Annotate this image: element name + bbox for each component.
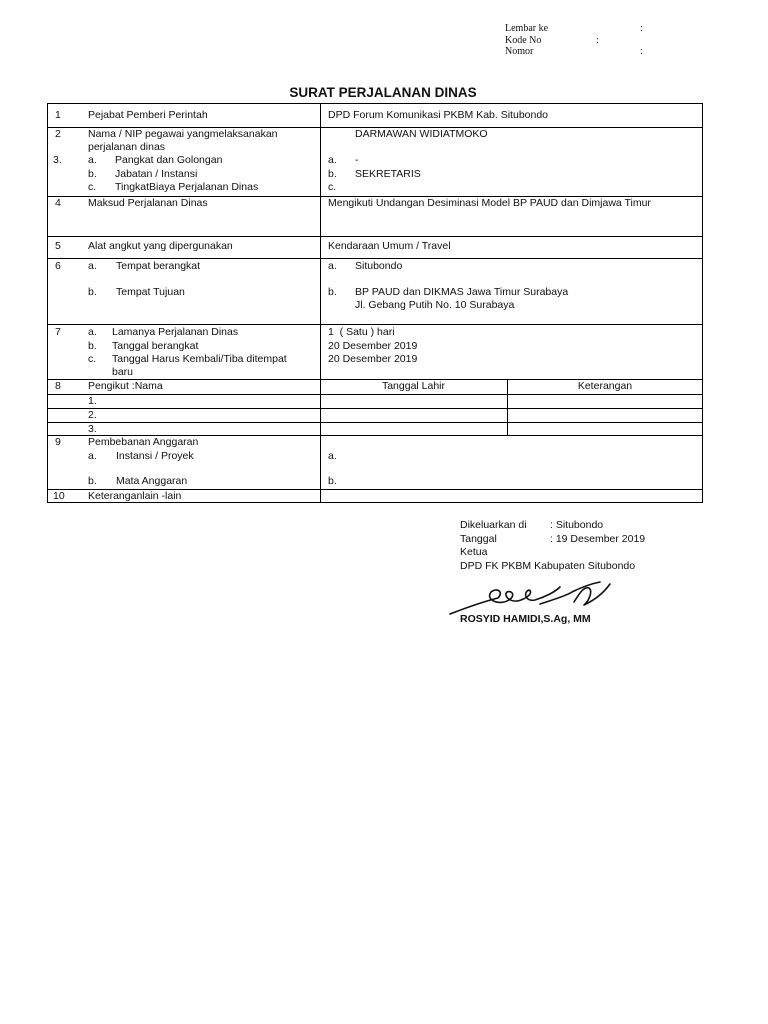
follower-item: 1. [88,395,97,407]
item-marker: a. [328,450,337,462]
notes-header: Keterangan [577,380,633,392]
budget-label: Pembebanan Anggaran [88,436,199,448]
signer-organization: DPD FK PKBM Kabupaten Situbondo [460,560,636,572]
return-date-value: 20 Desember 2019 [328,353,418,365]
item-marker: a. [88,326,97,338]
kode-no-separator: : [596,35,599,46]
row-number: 5 [55,240,61,252]
travel-purpose-value: Mengikuti Undangan Desiminasi Model BP PAUD dan Dimjawa Timur [328,197,651,209]
departure-date-value: 20 Desember 2019 [328,340,418,352]
table-row-divider [47,236,703,237]
issuing-official-value: DPD Forum Komunikasi PKBM Kab. Situbondo [328,109,549,121]
item-marker: b. [328,475,337,487]
destination-value: BP PAUD dan DIKMAS Jawa Timur Surabaya [355,286,569,298]
row-number: 4 [55,197,61,209]
row-number: 8 [55,380,61,392]
signer-position: Ketua [460,546,488,558]
duration-value: 1 ( Satu ) hari [328,326,395,338]
issued-at-label: Dikeluarkan di [460,519,527,531]
travel-purpose-label: Maksud Perjalanan Dinas [88,197,208,209]
agency-label: Instansi / Proyek [116,450,194,462]
rank-label: Pangkat dan Golongan [115,154,223,166]
budget-account-label: Mata Anggaran [116,475,188,487]
item-marker: a. [328,154,337,166]
followers-label: Pengikut :Nama [88,380,163,392]
transport-label: Alat angkut yang dipergunakan [88,240,233,252]
item-marker: a. [88,450,97,462]
follower-item: 2. [88,409,97,421]
item-marker: b. [328,286,337,298]
item-marker: b. [88,475,97,487]
item-marker: c. [88,353,97,365]
birth-date-header: Tanggal Lahir [381,380,446,392]
row-number: 2 [55,128,61,140]
issuing-official-label: Pejabat Pemberi Perintah [88,109,208,121]
table-row-divider [47,394,703,395]
row-number: 6 [55,260,61,272]
item-marker: a. [88,260,97,272]
departure-date-label: Tanggal berangkat [112,340,199,352]
issue-date-value: : 19 Desember 2019 [550,533,646,545]
row-number: 9 [55,436,61,448]
table-row-divider [47,422,703,423]
duration-label: Lamanya Perjalanan Dinas [112,326,239,338]
table-row-divider [47,324,703,325]
cost-level-label: TingkatBiaya Perjalanan Dinas [115,181,259,193]
destination-label: Tempat Tujuan [116,286,185,298]
lembar-ke-label: Lembar ke [505,23,549,34]
table-row-divider [47,258,703,259]
lembar-ke-separator: : [640,23,643,34]
issued-at-value: : Situbondo [550,519,604,531]
kode-no-label: Kode No [505,35,542,46]
item-marker: b. [328,168,337,180]
row-number: 3. [53,154,62,166]
table-row-divider [47,408,703,409]
employee-name-label: Nama / NIP pegawai yangmelaksanakan [88,128,278,140]
departure-place-value: Situbondo [355,260,403,272]
item-marker: a. [328,260,337,272]
position-label: Jabatan / Instansi [115,168,198,180]
nomor-separator: : [640,46,643,57]
item-marker: a. [88,154,97,166]
return-date-label-cont: baru [112,366,134,378]
signer-name: ROSYID HAMIDI,S.Ag, MM [460,613,591,625]
employee-name-label-cont: perjalanan dinas [88,141,166,153]
row-number: 1 [55,109,61,121]
document-title: SURAT PERJALANAN DINAS [289,85,477,100]
position-value: SEKRETARIS [355,168,421,180]
table-column-divider [320,103,321,503]
item-marker: c. [88,181,97,193]
item-marker: b. [88,286,97,298]
item-marker: c. [328,181,337,193]
issue-date-label: Tanggal [460,533,497,545]
item-marker: b. [88,168,97,180]
item-marker: b. [88,340,97,352]
row-number: 7 [55,326,61,338]
follower-item: 3. [88,423,97,435]
row-number: 10 [53,490,65,502]
return-date-label: Tanggal Harus Kembali/Tiba ditempat [112,353,287,365]
departure-place-label: Tempat berangkat [116,260,201,272]
destination-address: Jl. Gebang Putih No. 10 Surabaya [355,299,515,311]
other-notes-label: Keteranganlain -lain [88,490,182,502]
rank-value: - [355,154,359,166]
transport-value: Kendaraan Umum / Travel [328,240,451,252]
nomor-label: Nomor [505,46,534,57]
employee-name-value: DARMAWAN WIDIATMOKO [355,128,488,140]
